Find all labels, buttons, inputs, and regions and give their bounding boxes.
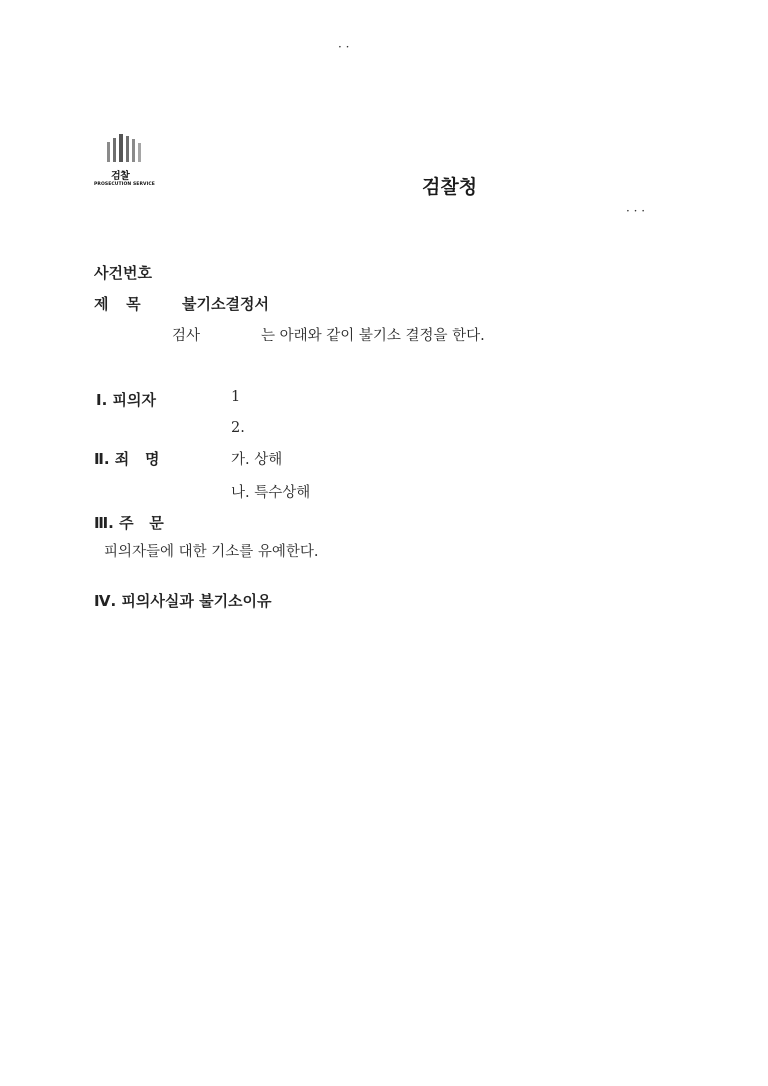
title-value: 불기소결정서 [182,295,269,313]
date-marks: · · · [626,204,646,218]
top-page-marks: · · [338,40,350,54]
logo-bars-icon [106,134,146,164]
case-number-label: 사건번호 [94,264,152,282]
agency-name: 검찰청 [422,176,478,198]
section-facts-label: Ⅳ. 피의사실과 불기소이유 [94,592,272,610]
disposition-text: 피의자들에 대한 기소를 유예한다. [104,544,319,560]
suspect-item: 1 [231,389,241,405]
prosecution-service-logo [94,134,156,194]
title-label: 제 목 [94,295,142,313]
charge-item: 나. 특수상해 [231,485,311,501]
decision-statement: 는 아래와 같이 불기소 결정을 한다. [261,328,485,344]
section-charges-label: Ⅱ. 죄 명 [94,450,160,468]
prosecutor-label: 검사 [172,328,201,344]
section-suspects-label: Ⅰ. 피의자 [96,391,156,409]
logo-subtitle: PROSECUTION SERVICE [94,182,155,187]
section-disposition-label: Ⅲ. 주 문 [94,514,164,532]
charge-item: 가. 상해 [231,452,283,468]
suspect-item: 2. [231,420,245,436]
logo-wordmark: 검찰 [111,171,130,182]
